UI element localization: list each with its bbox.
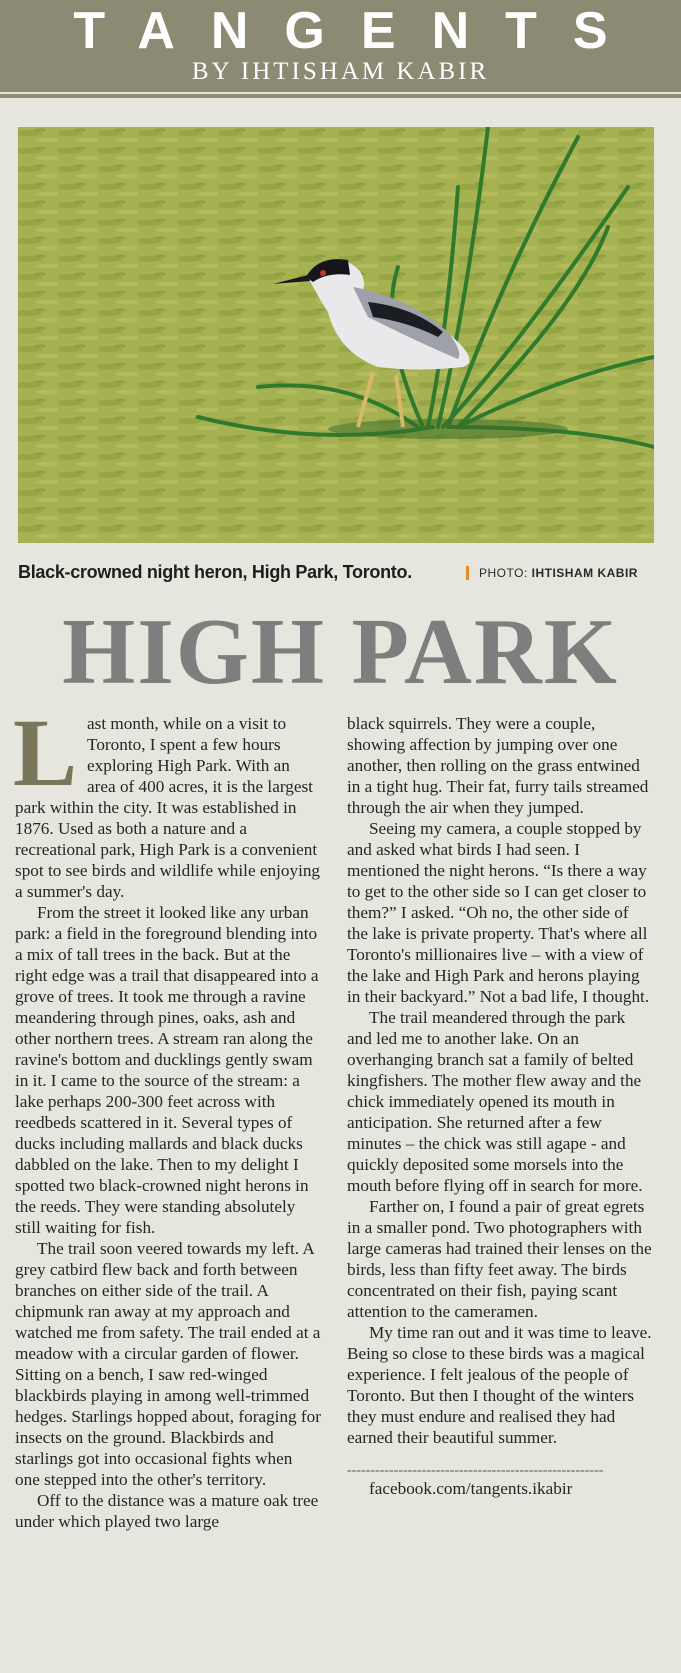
photo-credit-name: IHTISHAM KABIR (531, 566, 638, 580)
article-paragraph: Off to the distance was a mature oak tree under which played two large (15, 1491, 319, 1531)
article-paragraph: Seeing my camera, a couple stopped by and asked what birds I had seen. I mentioned the night herons. “Is there a way to get to the other side so I can get closer to them?” I asked. “Oh no, the other side of the lake is private property. That's where all Toronto's millionaires live – with a view of the lake and High Park and herons playing in their backyard.” Not a bad life, I thought. (347, 819, 650, 1006)
article-paragraph: black squirrels. They were a couple, showing affection by jumping over one another, then rolling on the grass entwined in a tight hug. Their fat, furry tails streamed through the air when they jumped. (347, 714, 649, 817)
article-paragraph: The trail soon veered towards my left. A grey catbird flew back and forth between branches on either side of the trail. A chipmunk ran away at my approach and watched me from safety. The trail ended at a meadow with a circular garden of flower. Sitting on a bench, I saw red-winged blackbirds playing in among well-trimmed hedges. Starlings hopped about, foraging for insects on the ground. Blackbirds and starlings got into occasional fights when one stepped into the other's territory. (15, 1239, 321, 1489)
photo-caption: Black-crowned night heron, High Park, Toronto. (18, 562, 412, 582)
heron-photo (18, 127, 654, 543)
article-paragraph (13, 699, 321, 902)
article-paragraph: From the street it looked like any urban park: a field in the foreground blending into a mix of tall trees in the back. But at the right edge was a trail that disappeared into a grove of trees. It took me through a ravine meandering through pines, oaks, ash and other northern trees. A stream ran along the ravine's bottom and ducklings gently swam in it. I came to the source of the stream: a lake perhaps 200-300 feet across with reedbeds scattered in it. Several types of ducks including mallards and black ducks dabbled on the lake. Then to my delight I spotted two black-crowned night herons in the reeds. They were standing absolutely still waiting for fish. (15, 903, 319, 1237)
facebook-link[interactable]: facebook.com/tangents.ikabir (369, 1479, 573, 1498)
article-paragraph: The trail meandered through the park and led me to another lake. On an overhanging branch sat a family of belted kingfishers. The mother flew away and the chick immediately opened its mouth in anticipation. She returned after a few minutes – the chick was still agape - and quickly deposited some morsels into the mouth before flying off in search for more. (347, 1008, 643, 1195)
article-paragraph: My time ran out and it was time to leave. Being so close to these birds was a magical experience. I felt jealous of the people of Toronto. But then I thought of the winters they must endure and realised they had earned their beautiful summer. (347, 1323, 652, 1447)
heron-illustration (18, 127, 654, 543)
photo-credit-prefix: PHOTO: (479, 566, 528, 580)
article-paragraph: Farther on, I found a pair of great egrets in a smaller pond. Two photographers with large cameras had trained their lenses on the birds, less than fifty feet away. The birds concentrated on their fish, paying scant attention to the cameramen. (347, 1197, 652, 1321)
article-column-right (347, 713, 653, 1499)
article-headline: HIGH PARK (62, 600, 619, 704)
footer-divider: ------------------------------------------------------- (347, 1464, 604, 1478)
paragraph-text: ast month, while on a visit to Toronto, I spent a few hours exploring High Park. With an area of 400 acres, it is the largest park within the city. It was established in 1876. Used as both a nature and a recreational park, High Park is a convenient spot to see birds and wildlife while enjoying a summer's day. (15, 714, 321, 901)
drop-cap: L (13, 699, 78, 806)
photo-credit (466, 566, 638, 580)
column-title: TANGENTS (73, 2, 644, 60)
masthead-banner (0, 0, 681, 92)
masthead-rule (0, 94, 681, 98)
byline: BY IHTISHAM KABIR (191, 58, 490, 85)
article-column-left (13, 699, 321, 1532)
